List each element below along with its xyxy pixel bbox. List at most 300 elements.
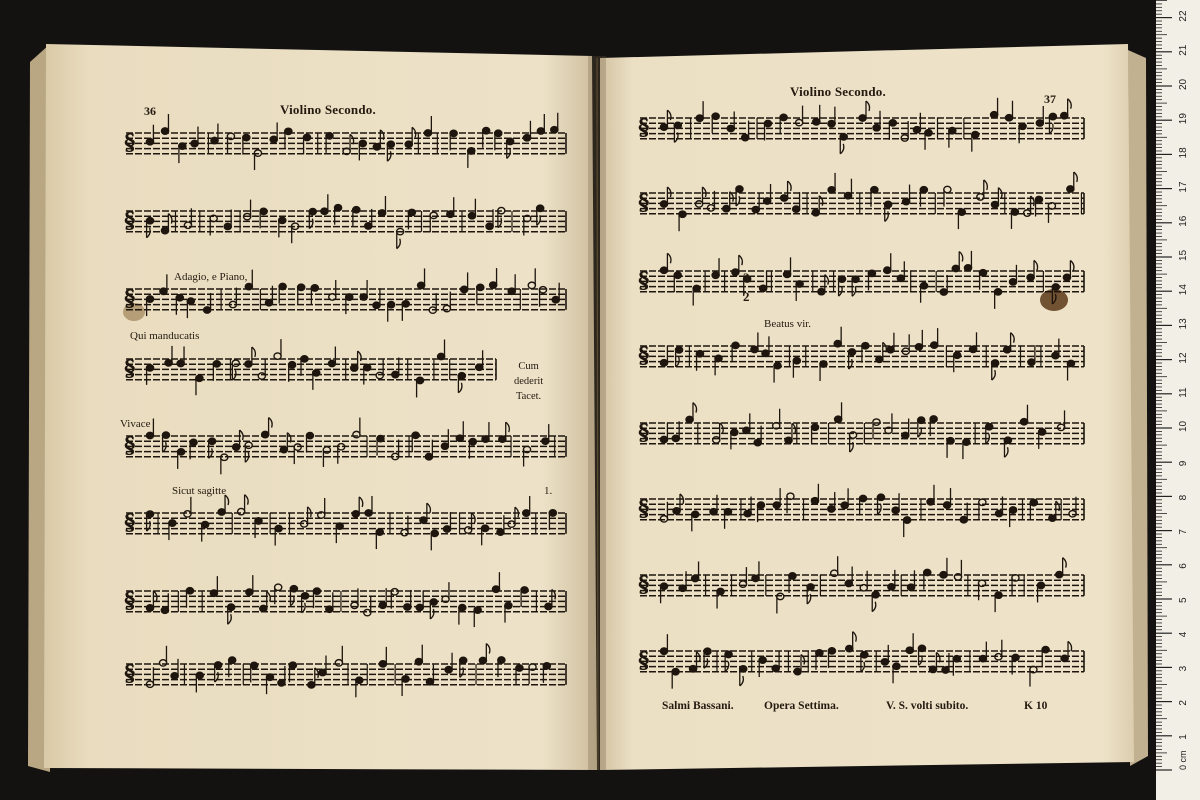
note-head <box>516 665 523 671</box>
ruler-unit: 0 cm <box>1178 750 1188 770</box>
note-head <box>679 585 686 591</box>
note-head <box>689 666 696 672</box>
text-qui-manducatis: Qui manducatis <box>130 330 200 342</box>
note-head <box>481 525 488 531</box>
note-head <box>796 281 803 287</box>
note-head <box>953 656 960 662</box>
note-head <box>447 211 454 217</box>
note-head <box>306 432 313 438</box>
note-head <box>543 663 550 669</box>
note-head <box>404 604 411 610</box>
note-head <box>660 360 667 366</box>
ruler-number: 3 <box>1178 665 1189 672</box>
rest-count: 1. <box>544 485 553 497</box>
note-head <box>214 662 221 668</box>
note-head <box>408 209 415 215</box>
note-head <box>696 115 703 121</box>
clef-icon: § <box>638 115 650 141</box>
note-head <box>952 265 959 271</box>
note-head <box>902 432 909 438</box>
note-head <box>715 355 722 361</box>
ruler-number: 8 <box>1178 494 1189 501</box>
note-head <box>884 267 891 273</box>
left-page-number: 36 <box>144 104 156 118</box>
note-head <box>412 432 419 438</box>
note-head <box>986 424 993 430</box>
note-head <box>450 130 457 136</box>
clef-icon: § <box>124 588 136 614</box>
note-head <box>161 227 168 233</box>
note-head <box>731 429 738 435</box>
note-head <box>326 606 333 612</box>
note-head <box>828 120 835 126</box>
clef-icon: § <box>124 661 136 687</box>
note-head <box>885 201 892 207</box>
note-head <box>868 270 875 276</box>
note-head <box>334 205 341 211</box>
note-head <box>725 651 732 657</box>
note-head <box>906 647 913 653</box>
note-head <box>958 209 965 215</box>
note-head <box>468 148 475 154</box>
note-head <box>828 648 835 654</box>
note-head <box>740 666 747 672</box>
note-head <box>820 361 827 367</box>
clef-icon: § <box>638 190 650 216</box>
note-head <box>920 283 927 289</box>
note-head <box>679 211 686 217</box>
note-head <box>551 127 558 133</box>
note-head <box>1020 419 1027 425</box>
note-head <box>146 218 153 224</box>
note-head <box>881 659 888 665</box>
note-head <box>764 120 771 126</box>
note-head <box>972 131 979 137</box>
note-head <box>812 210 819 216</box>
note-head <box>944 502 951 508</box>
text-sicut-sagitte: Sicut sagitte <box>172 485 227 497</box>
note-head <box>469 438 476 444</box>
ruler-number: 19 <box>1178 113 1189 125</box>
note-head <box>415 658 422 664</box>
note-head <box>265 300 272 306</box>
note-head <box>964 265 971 271</box>
note-head <box>262 431 269 437</box>
note-head <box>523 510 530 516</box>
note-head <box>660 267 667 273</box>
note-head <box>994 289 1001 295</box>
note-head <box>445 667 452 673</box>
ruler-number: 4 <box>1178 631 1189 638</box>
note-head <box>179 143 186 149</box>
note-head <box>356 677 363 683</box>
note-head <box>416 604 423 610</box>
note-head <box>834 341 841 347</box>
note-head <box>441 443 448 449</box>
note-head <box>1027 274 1034 280</box>
clef-icon: § <box>638 268 650 294</box>
note-head <box>759 657 766 663</box>
note-head <box>1012 654 1019 660</box>
note-head <box>873 125 880 131</box>
footer-turn: V. S. volti subito. <box>886 700 969 712</box>
note-head <box>754 439 761 445</box>
note-head <box>359 140 366 146</box>
note-head <box>838 276 845 282</box>
note-head <box>1039 429 1046 435</box>
note-head <box>542 438 549 444</box>
note-head <box>365 223 372 229</box>
note-head <box>505 602 512 608</box>
note-head <box>692 511 699 517</box>
note-head <box>1009 279 1016 285</box>
note-head <box>674 122 681 128</box>
note-head <box>1037 582 1044 588</box>
note-head <box>712 113 719 119</box>
note-head <box>811 498 818 504</box>
note-head <box>364 364 371 370</box>
note-head <box>405 141 412 147</box>
note-head <box>495 130 502 136</box>
note-head <box>177 360 184 366</box>
note-head <box>146 605 153 611</box>
ruler-number: 22 <box>1178 10 1189 22</box>
note-head <box>852 276 859 282</box>
note-head <box>1063 274 1070 280</box>
note-head <box>696 351 703 357</box>
note-head <box>742 134 749 140</box>
footer-opus: Opera Settima. <box>764 700 839 712</box>
tacet-block <box>514 359 543 404</box>
note-head <box>319 669 326 675</box>
right-part-title: Violino Secondo. <box>790 84 886 99</box>
note-head <box>460 657 467 663</box>
note-head <box>807 584 814 590</box>
note-head <box>479 657 486 663</box>
note-head <box>871 187 878 193</box>
note-head <box>904 517 911 523</box>
note-head <box>1036 120 1043 126</box>
note-head <box>392 371 399 377</box>
note-head <box>672 435 679 441</box>
note-head <box>1028 359 1035 365</box>
note-head <box>828 506 835 512</box>
note-head <box>732 342 739 348</box>
note-head <box>979 270 986 276</box>
note-head <box>693 285 700 291</box>
clef-icon: § <box>638 572 650 598</box>
note-head <box>859 495 866 501</box>
note-head <box>841 502 848 508</box>
note-head <box>326 133 333 139</box>
note-head <box>712 272 719 278</box>
note-head <box>492 586 499 592</box>
note-head <box>918 645 925 651</box>
note-head <box>196 375 203 381</box>
note-head <box>161 607 168 613</box>
note-head <box>416 377 423 383</box>
ruler-number: 12 <box>1178 352 1189 364</box>
note-head <box>732 269 739 275</box>
note-head <box>954 352 961 358</box>
ruler-number: 21 <box>1178 44 1189 56</box>
note-head <box>482 436 489 442</box>
note-head <box>328 360 335 366</box>
note-head <box>425 454 432 460</box>
note-head <box>828 187 835 193</box>
note-head <box>160 288 167 294</box>
note-head <box>762 350 769 356</box>
note-head <box>210 590 217 596</box>
note-head <box>378 210 385 216</box>
ruler-number: 5 <box>1178 597 1189 603</box>
time-signature-top: 3 <box>743 270 750 285</box>
note-head <box>793 358 800 364</box>
note-head <box>1009 507 1016 513</box>
note-head <box>947 438 954 444</box>
ruler-number: 20 <box>1178 78 1189 90</box>
note-head <box>213 361 220 367</box>
ruler-number: 11 <box>1178 387 1189 398</box>
note-head <box>521 587 528 593</box>
note-head <box>243 134 250 140</box>
note-head <box>313 588 320 594</box>
note-head <box>727 125 734 131</box>
note-head <box>146 139 153 145</box>
note-head <box>321 208 328 214</box>
note-head <box>710 509 717 515</box>
ruler-number: 18 <box>1178 147 1189 159</box>
note-head <box>789 573 796 579</box>
note-head <box>736 186 743 192</box>
note-head <box>418 282 425 288</box>
note-head <box>146 432 153 438</box>
note-head <box>920 187 927 193</box>
ruler-number: 2 <box>1178 700 1189 706</box>
note-head <box>430 599 437 605</box>
note-head <box>289 662 296 668</box>
note-head <box>191 140 198 146</box>
note-head <box>785 437 792 443</box>
clef-icon: § <box>638 648 650 674</box>
note-head <box>818 288 825 294</box>
note-head <box>992 360 999 366</box>
ruler-number: 10 <box>1178 420 1189 432</box>
note-head <box>717 588 724 594</box>
note-head <box>1061 112 1068 118</box>
note-head <box>924 569 931 575</box>
note-head <box>877 494 884 500</box>
note-head <box>940 572 947 578</box>
note-head <box>290 586 297 592</box>
note-head <box>848 349 855 355</box>
note-head <box>963 439 970 445</box>
note-head <box>477 284 484 290</box>
note-head <box>660 648 667 654</box>
note-head <box>336 523 343 529</box>
tempo-adagio: Adagio, e Piano, <box>174 271 248 283</box>
measuring-ruler <box>1156 0 1200 800</box>
note-head <box>379 661 386 667</box>
ruler-number: 17 <box>1178 181 1189 193</box>
note-head <box>486 223 493 229</box>
note-head <box>377 435 384 441</box>
note-head <box>379 602 386 608</box>
note-head <box>757 502 764 508</box>
note-head <box>861 652 868 658</box>
tacet-line: dederit <box>514 376 544 387</box>
ruler-number: 14 <box>1178 284 1189 296</box>
note-head <box>387 141 394 147</box>
note-head <box>186 588 193 594</box>
note-head <box>285 128 292 134</box>
footer-signature: K 10 <box>1024 700 1048 712</box>
note-head <box>549 510 556 516</box>
note-head <box>165 360 172 366</box>
note-head <box>301 356 308 362</box>
tempo-vivace: Vivace <box>120 418 151 430</box>
note-head <box>1011 209 1018 215</box>
note-head <box>1052 284 1059 290</box>
note-head <box>675 347 682 353</box>
note-head <box>233 444 240 450</box>
note-head <box>784 271 791 277</box>
note-head <box>925 130 932 136</box>
note-head <box>245 283 252 289</box>
note-head <box>672 668 679 674</box>
note-head <box>279 217 286 223</box>
tacet-line: Tacet. <box>515 391 542 402</box>
note-head <box>1049 515 1056 521</box>
note-head <box>245 361 252 367</box>
note-head <box>991 112 998 118</box>
clef-icon: § <box>638 496 650 522</box>
note-head <box>888 584 895 590</box>
note-head <box>704 648 711 654</box>
note-head <box>360 294 367 300</box>
note-head <box>229 657 236 663</box>
note-head <box>208 438 215 444</box>
ruler-number: 1 <box>1178 734 1189 740</box>
note-head <box>351 365 358 371</box>
note-head <box>835 416 842 422</box>
note-head <box>927 499 934 505</box>
note-head <box>171 673 178 679</box>
note-head <box>845 580 852 586</box>
note-head <box>915 344 922 350</box>
note-head <box>813 119 820 125</box>
note-head <box>892 507 899 513</box>
note-head <box>402 676 409 682</box>
note-head <box>872 591 879 597</box>
note-head <box>251 662 258 668</box>
note-head <box>301 593 308 599</box>
note-head <box>461 286 468 292</box>
note-head <box>816 650 823 656</box>
ruler-number: 9 <box>1178 460 1189 467</box>
tacet-line: Cum <box>518 361 539 372</box>
note-head <box>764 198 771 204</box>
note-head <box>187 298 194 304</box>
note-head <box>177 449 184 455</box>
note-head <box>458 373 465 379</box>
note-head <box>1004 346 1011 352</box>
note-head <box>278 680 285 686</box>
footer-composer: Salmi Bassani. <box>662 700 734 712</box>
note-head <box>402 301 409 307</box>
note-head <box>162 432 169 438</box>
note-head <box>773 502 780 508</box>
note-head <box>1052 352 1059 358</box>
note-head <box>552 297 559 303</box>
note-head <box>468 213 475 219</box>
note-head <box>280 446 287 452</box>
note-head <box>893 663 900 669</box>
note-head <box>246 589 253 595</box>
note-head <box>660 124 667 130</box>
clef-icon: § <box>124 356 136 382</box>
clef-icon: § <box>638 420 650 446</box>
note-head <box>760 285 767 291</box>
note-head <box>930 416 937 422</box>
note-head <box>686 416 693 422</box>
note-head <box>288 362 295 368</box>
clef-icon: § <box>124 286 136 312</box>
note-head <box>743 427 750 433</box>
note-head <box>202 521 209 527</box>
note-head <box>228 604 235 610</box>
note-head <box>660 583 667 589</box>
note-head <box>723 205 730 211</box>
note-head <box>1030 499 1037 505</box>
note-head <box>995 510 1002 516</box>
note-head <box>846 645 853 651</box>
ruler-number: 15 <box>1178 249 1189 261</box>
note-head <box>260 605 267 611</box>
note-head <box>255 518 262 524</box>
note-head <box>751 346 758 352</box>
note-head <box>995 592 1002 598</box>
note-head <box>673 508 680 514</box>
note-head <box>190 439 197 445</box>
clef-icon: § <box>638 343 650 369</box>
note-head <box>1061 655 1068 661</box>
note-head <box>499 436 506 442</box>
right-page-number: 37 <box>1044 92 1056 106</box>
note-head <box>774 362 781 368</box>
note-head <box>794 668 801 674</box>
time-signature-bottom: 2 <box>743 289 750 304</box>
note-head <box>811 424 818 430</box>
note-head <box>1067 186 1074 192</box>
note-head <box>424 130 431 136</box>
note-head <box>781 195 788 201</box>
note-head <box>523 135 530 141</box>
note-head <box>483 127 490 133</box>
note-head <box>146 296 153 302</box>
note-head <box>660 436 667 442</box>
clef-icon: § <box>124 510 136 536</box>
note-head <box>388 301 395 307</box>
note-head <box>303 134 310 140</box>
note-head <box>545 603 552 609</box>
note-head <box>169 520 176 526</box>
clef-icon: § <box>124 208 136 234</box>
note-head <box>991 201 998 207</box>
note-head <box>1004 437 1011 443</box>
ruler-number: 7 <box>1178 529 1189 535</box>
note-head <box>420 517 427 523</box>
